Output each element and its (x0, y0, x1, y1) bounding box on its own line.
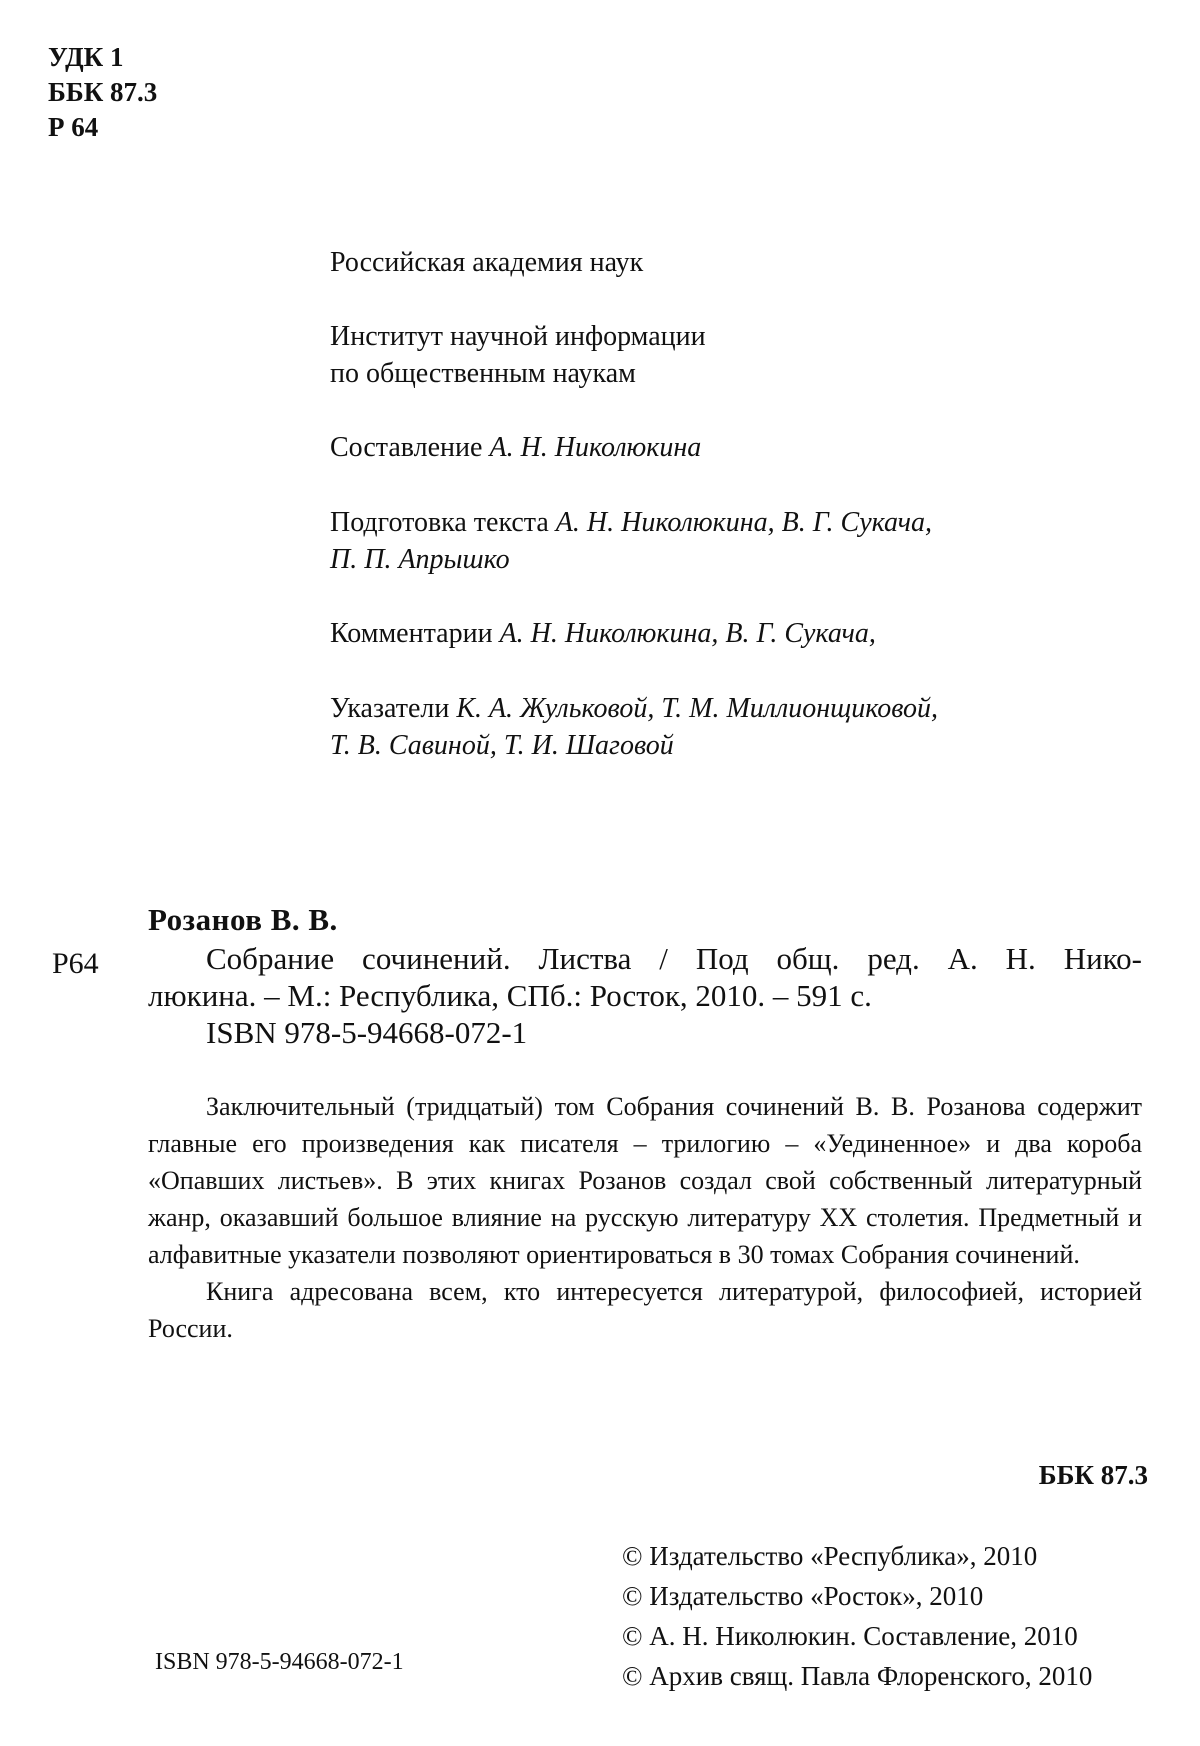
indexes-label: Указатели (330, 693, 450, 724)
copyright-line: © Издательство «Росток», 2010 (622, 1581, 984, 1611)
institution-inion (330, 318, 706, 392)
compilation-label: Составление (330, 432, 483, 463)
indexes-names-line1: К. А. Жульковой, Т. М. Миллионщиковой, (456, 693, 939, 724)
comments-label: Комментарии (330, 618, 493, 649)
compilation-names: А. Н. Николюкина (489, 432, 702, 463)
udk-code: УДК 1 (48, 42, 124, 72)
comments-credit (330, 615, 876, 652)
institution-inion-line1: Институт научной информации (330, 321, 706, 352)
annotation-paragraph-1: Заключительный (тридцатый) том Собрания сочинений В. В. Розанова содержит главные его произведения как писателя – трилогию – «Уединенное» и два короба «Опавших листьев». В этих книгах Розанов создал свой собственный литературный жанр, оказавший большое влияние на русскую литературу XX столетия. Предметный и алфавитные указатели позволяют ориентироваться в 30 томах Собрания сочинений. (148, 1092, 1142, 1269)
classification-codes (48, 40, 157, 145)
text-prep-names-line1: А. Н. Николюкина, В. Г. Сукача, (555, 507, 933, 538)
text-prep-label: Подготовка текста (330, 507, 549, 538)
bib-isbn: ISBN 978-5-94668-072-1 (206, 1015, 528, 1050)
author-mark-code: Р 64 (48, 112, 99, 142)
indexes-credit (330, 690, 938, 764)
bbk-code: ББК 87.3 (48, 77, 158, 107)
institution-inion-line2: по общественным наукам (330, 358, 636, 389)
copyright-block (622, 1536, 1092, 1696)
annotation (148, 1088, 1142, 1347)
annotation-paragraph-2: Книга адресована всем, кто интересуется литературой, философией, историей России. (148, 1277, 1142, 1343)
bbk-index-right: ББК 87.3 (1038, 1460, 1148, 1490)
text-prep-names-line2: П. П. Апрышко (330, 544, 510, 575)
author-heading: Розанов В. В. (148, 902, 338, 937)
institution-academy: Российская академия наук (330, 247, 644, 278)
comments-names: А. Н. Николюкина, В. Г. Сукача, (499, 618, 876, 649)
indexes-names-line2: Т. В. Савиной, Т. И. Шаговой (330, 730, 674, 761)
bib-line-1: Собрание сочинений. Листва / Под общ. ред. А. Н. Нико- (206, 941, 1142, 976)
bib-line-2: люкина. – М.: Республика, СПб.: Росток, 2010. – 591 с. (148, 978, 872, 1013)
text-prep-credit (330, 504, 932, 578)
copyright-line: © Издательство «Республика», 2010 (622, 1541, 1038, 1571)
bibliographic-description (148, 940, 1142, 1051)
author-mark: Р64 (52, 947, 99, 980)
copyright-line: © Архив свящ. Павла Флоренского, 2010 (622, 1661, 1093, 1691)
compilation-credit (330, 429, 701, 466)
isbn-footer: ISBN 978-5-94668-072-1 (155, 1649, 404, 1675)
copyright-line: © А. Н. Николюкин. Составление, 2010 (622, 1621, 1078, 1651)
